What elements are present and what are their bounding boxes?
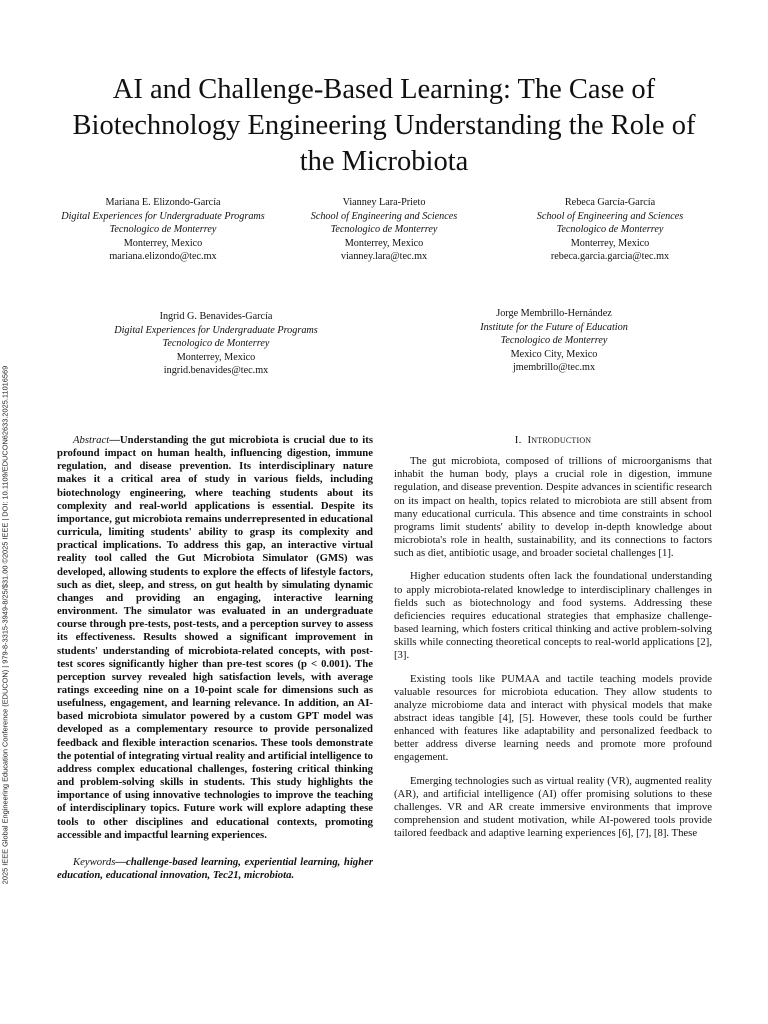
author-name: Jorge Membrillo-Hernández [496, 308, 612, 319]
author-affiliation: Digital Experiences for Undergraduate Programs [114, 324, 318, 336]
author-name: Ingrid G. Benavides-García [159, 311, 273, 322]
author-institution: Tecnologico de Monterrey [556, 224, 664, 236]
author-block [58, 196, 268, 264]
left-column [57, 434, 373, 882]
author-block [296, 196, 472, 264]
author-location: Monterrey, Mexico [344, 237, 424, 249]
body-paragraph: Existing tools like PUMAA and tactile teaching models provide valuable resources for microbiota education. They allow students to analyze microbiome data and interact with physical models that make abstract ideas tangible [4], [5]. However, these tools could be further enhanced with features like adaptability and personalized feedback to better address diverse learning needs and promote more profound engagement. [394, 672, 712, 764]
author-location: Monterrey, Mexico [123, 237, 203, 249]
author-block [456, 307, 652, 375]
author-name: Mariana E. Elizondo-García [105, 197, 221, 208]
author-location: Monterrey, Mexico [176, 351, 256, 363]
body-paragraph: The gut microbiota, composed of trillions of microorganisms that inhabit the human body, plays a crucial role in digestion, immune regulation, and disease prevention. Despite advances in scientific research on its impact on health, topics related to microbiota are still absent from many educational curricula. This absence and time constraints in school programs limit students' ability to develop in-depth knowledge about microbiota's role in health, sustainability, and its connections to factors such as diet, antibiotic usage, and broader societal challenges [1]. [394, 455, 712, 560]
author-email: jmembrillo@tec.mx [512, 362, 596, 374]
author-name: Rebeca García-García [564, 197, 656, 208]
section-heading [394, 434, 712, 447]
author-block [510, 196, 710, 264]
author-affiliation: Digital Experiences for Undergraduate Programs [61, 210, 265, 222]
author-institution: Tecnologico de Monterrey [109, 224, 217, 236]
author-email: ingrid.benavides@tec.mx [163, 365, 269, 377]
abstract-label: Abstract [73, 434, 110, 446]
author-institution: Tecnologico de Monterrey [162, 338, 270, 350]
author-block [96, 310, 336, 378]
keywords-text: —challenge-based learning, experiential learning, higher education, educational innovation, Tec21, microbiota. [57, 855, 373, 881]
right-column [394, 434, 712, 850]
abstract [57, 434, 373, 842]
author-email: rebeca.garcia.garcia@tec.mx [550, 251, 670, 263]
author-affiliation: Institute for the Future of Education [480, 321, 628, 333]
author-institution: Tecnologico de Monterrey [500, 335, 608, 347]
paper-title: AI and Challenge-Based Learning: The Case of Biotechnology Engineering Understanding the Role of the Microbiota [72, 74, 696, 177]
section-title: Introduction [527, 434, 592, 446]
copyright-text: 2025 IEEE Global Engineering Education Conference (EDUCON) | 979-8-3315-3949-8/25/$31.00 ©2025 IEEE | DOI: 10.1109/EDUCON62633.2025.11016569 [0, 365, 10, 885]
section-numeral: I. [514, 434, 522, 446]
author-email: mariana.elizondo@tec.mx [109, 251, 217, 263]
body-paragraph: Higher education students often lack the foundational understanding to apply microbiota-related knowledge to interdisciplinary challenges in fields such as biotechnology and food systems. Addressing these deficiencies requires educational strategies that emphasize challenge-based learning, which fosters critical thinking and active problem-solving skills while connecting theoretical concepts to real-world applications [2], [3]. [394, 570, 712, 662]
keywords [57, 856, 373, 882]
author-location: Mexico City, Mexico [510, 348, 598, 360]
author-affiliation: School of Engineering and Sciences [310, 210, 458, 222]
author-location: Monterrey, Mexico [570, 237, 650, 249]
body-paragraph: Emerging technologies such as virtual reality (VR), augmented reality (AR), and artificial intelligence (AI) offer promising solutions to these challenges. VR and AR create immersive environments that improve comprehension and student motivation, while AI-powered tools provide tailored feedback and adaptive learning experiences [6], [7], [8]. These [394, 774, 712, 840]
copyright-sidebar [0, 295, 12, 955]
author-email: vianney.lara@tec.mx [340, 251, 428, 263]
keywords-label: Keywords [73, 855, 116, 868]
author-affiliation: School of Engineering and Sciences [536, 210, 684, 222]
author-name: Vianney Lara-Prieto [342, 197, 426, 208]
author-institution: Tecnologico de Monterrey [330, 224, 438, 236]
abstract-text: —Understanding the gut microbiota is crucial due to its profound impact on human health, influencing digestion, immune regulation, and disease prevention. Its interdisciplinary nature makes it a critical area of study in various fields, including biotechnology engineering, where teaching students about its complexity and real-world applications is essential. Despite its importance, gut microbiota remains underrepresented in educational curricula, limiting students' ability to grasp its complexity and practical implications. To address this gap, an interactive virtual reality tool called the Gut Microbiota Simulator (GMS) was developed, allowing students to explore the effects of lifestyle factors, such as diet, sleep, and stress, on gut health by simulating dynamic changes and providing an engaging, interactive learning environment. The simulator was evaluated in an undergraduate course through pre-tests, post-tests, and a perception survey to assess its effectiveness. Results showed a significant improvement in students' understanding of microbiota-related concepts, with post-test scores significantly higher than pre-test scores (p < 0.001). The perception survey revealed high satisfaction levels, with average ratings exceeding nine on a 10-point scale for dimensions such as usefulness, engagement, and learning relevance. In addition, an AI-based microbiota simulator powered by a custom GPT model was developed as a complementary resource to provide personalized feedback and flexible interaction scenarios. These tools demonstrate the potential of integrating virtual reality and artificial intelligence to address complex educational challenges, fostering critical thinking and problem-solving skills in students. This study highlights the importance of using innovative technologies to improve the teaching of interdisciplinary topics. Future work will explore adapting these tools to other disciplines and educational contexts, promoting accessible and impactful learning experiences. [57, 434, 373, 841]
